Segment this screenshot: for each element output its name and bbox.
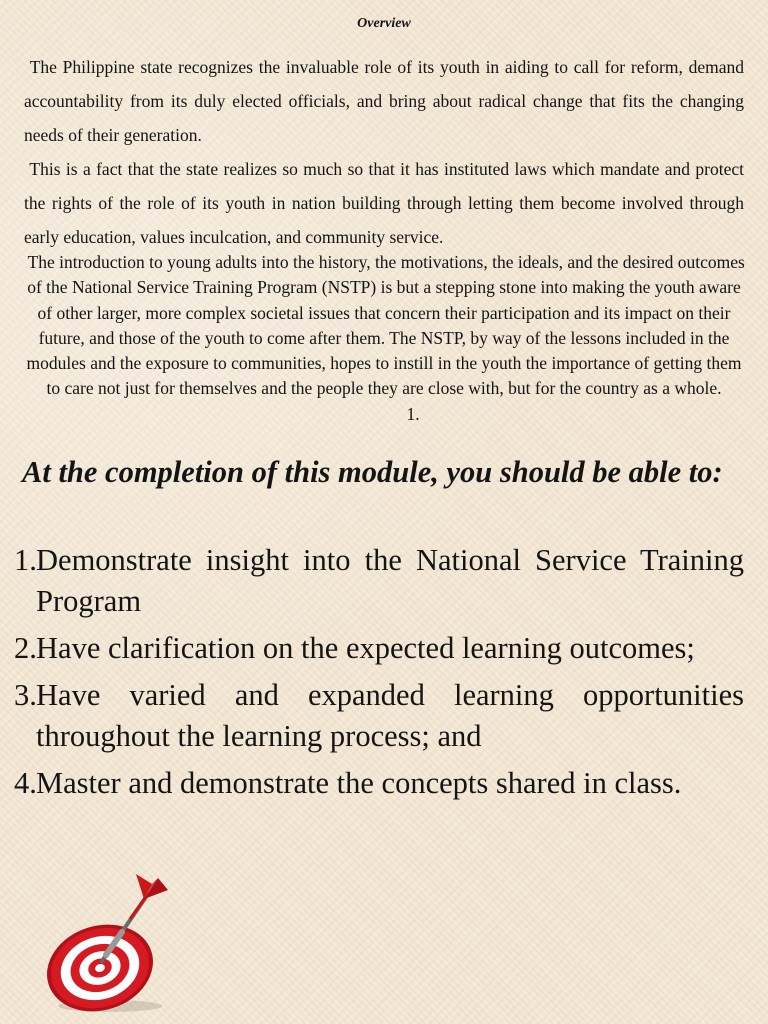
objectives-list: [14, 540, 744, 804]
objective-item: [14, 763, 744, 804]
objective-number: 3.: [14, 678, 37, 712]
dartboard-with-dart-icon: [40, 866, 180, 1016]
objectives-heading: At the completion of this module, you should be able to:: [22, 455, 723, 489]
objective-text: Have varied and expanded learning opportunities throughout the learning process; and: [36, 678, 744, 753]
objective-number: 1.: [14, 543, 37, 577]
overview-paragraph-2: This is a fact that the state realizes so much so that it has instituted laws which mandate and protect the rights of the role of its youth in nation building through letting them become involved through early education, values inculcation, and community service.: [24, 159, 744, 247]
objective-text: Master and demonstrate the concepts shared in class.: [36, 766, 682, 800]
objective-text: Demonstrate insight into the National Service Training Program: [36, 543, 744, 618]
overview-heading: Overview: [357, 16, 411, 31]
objective-item: [14, 540, 744, 622]
objective-text: Have clarification on the expected learning outcomes;: [36, 631, 695, 665]
footnote-number: 1.: [406, 403, 420, 424]
objective-item: [14, 628, 744, 669]
objective-item: [14, 675, 744, 757]
overview-paragraph-3: The introduction to young adults into the history, the motivations, the ideals, and the desired outcomes of the National Service Training Program (NSTP) is but a stepping stone into making the youth aware of other larger, more complex societal issues that concern their participation and its impact on their future, and those of the youth to come after them. The NSTP, by way of the lessons included in the modules and the exposure to communities, hopes to instill in the youth the importance of getting them to care not just for themselves and the people they are close with, but for the country as a whole.1.: [20, 250, 748, 427]
objective-number: 4.: [14, 766, 37, 800]
objective-number: 2.: [14, 631, 37, 665]
overview-paragraph-1: The Philippine state recognizes the invaluable role of its youth in aiding to call for reform, demand accountability from its duly elected officials, and bring about radical change that fits the changing needs of their generation.: [24, 57, 744, 145]
